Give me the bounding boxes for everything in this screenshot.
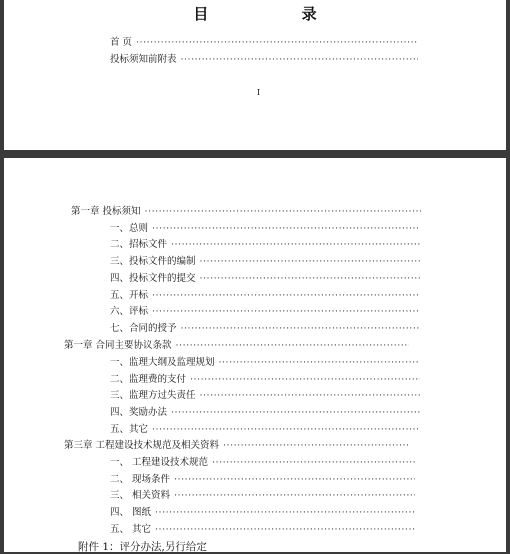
leader-dots — [155, 507, 415, 519]
toc-entry[interactable] — [110, 474, 415, 486]
leader-dots — [136, 37, 418, 49]
toc-entry-label: 一、 工程建设技术规范 — [110, 457, 209, 468]
leader-dots — [200, 256, 420, 268]
appendix-note: 附件 1：评分办法,另行给定 — [78, 541, 207, 553]
toc-entry-label: 三、投标文件的编制 — [110, 256, 196, 267]
toc-entry[interactable] — [110, 407, 420, 419]
toc-chapter[interactable] — [64, 440, 409, 452]
leader-dots — [155, 524, 415, 536]
toc-entry-label: 三、 相关资料 — [110, 490, 171, 501]
toc-entry-label: 四、 图纸 — [110, 507, 152, 518]
toc-entry[interactable] — [110, 390, 420, 402]
toc-entry-label: 五、其它 — [110, 424, 149, 435]
toc-chapter[interactable] — [71, 206, 421, 218]
leader-dots — [145, 206, 421, 218]
toc-entry[interactable] — [110, 290, 420, 302]
toc-entry[interactable] — [110, 374, 420, 386]
toc-entry[interactable] — [110, 273, 420, 285]
toc-entry[interactable] — [110, 357, 420, 369]
leader-dots — [212, 457, 415, 469]
toc-entry[interactable] — [110, 256, 420, 268]
leader-dots — [200, 390, 420, 402]
document-page-2 — [4, 158, 506, 552]
leader-dots — [152, 223, 420, 235]
toc-entry-label: 一、监理大纲及监理规划 — [110, 357, 215, 368]
leader-dots — [171, 407, 420, 419]
toc-entry-label: 二、监理费的支付 — [110, 374, 187, 385]
toc-entry[interactable] — [110, 507, 415, 519]
toc-entry[interactable] — [110, 54, 418, 66]
toc-entry-label: 投标须知前附表 — [110, 54, 177, 65]
leader-dots — [152, 424, 420, 436]
leader-dots — [190, 374, 420, 386]
toc-entry-label: 第一章 合同主要协议条款 — [64, 340, 172, 351]
toc-entry[interactable] — [110, 37, 418, 49]
leader-dots — [152, 290, 420, 302]
toc-entry[interactable] — [110, 239, 420, 251]
leader-dots — [219, 357, 420, 369]
leader-dots — [176, 340, 409, 352]
leader-dots — [181, 323, 420, 335]
toc-entry-label: 四、投标文件的提交 — [110, 273, 196, 284]
toc-entry[interactable] — [110, 524, 415, 536]
toc-title: 目 录 — [193, 5, 361, 23]
toc-entry[interactable] — [110, 223, 420, 235]
toc-entry-label: 三、监理方过失责任 — [110, 390, 196, 401]
toc-entry-label: 一、总则 — [110, 223, 149, 234]
toc-entry-label: 二、 现场条件 — [110, 474, 171, 485]
leader-dots — [152, 306, 420, 318]
toc-entry-label: 第三章 工程建设技术规范及相关资料 — [64, 440, 220, 451]
toc-entry[interactable] — [110, 306, 420, 318]
toc-entry-label: 六、评标 — [110, 306, 149, 317]
toc-entry[interactable] — [110, 323, 420, 335]
toc-entry-label: 五、 其它 — [110, 524, 152, 535]
toc-entry[interactable] — [110, 490, 415, 502]
toc-chapter[interactable] — [64, 340, 409, 352]
toc-entry[interactable] — [110, 457, 415, 469]
leader-dots — [223, 440, 409, 452]
leader-dots — [171, 239, 420, 251]
toc-entry-label: 五、开标 — [110, 290, 149, 301]
toc-entry-label: 四、奖励办法 — [110, 407, 168, 418]
toc-entry-label: 第一章 投标须知 — [71, 206, 141, 217]
toc-entry[interactable] — [110, 424, 420, 436]
leader-dots — [181, 54, 418, 66]
toc-entry-label: 七、合同的授予 — [110, 323, 177, 334]
document-page-1 — [4, 0, 506, 150]
leader-dots — [174, 490, 415, 502]
toc-entry-label: 二、招标文件 — [110, 239, 168, 250]
toc-entry-label: 首 页 — [110, 37, 133, 48]
leader-dots — [200, 273, 420, 285]
page-number: I — [257, 88, 261, 97]
leader-dots — [174, 474, 415, 486]
